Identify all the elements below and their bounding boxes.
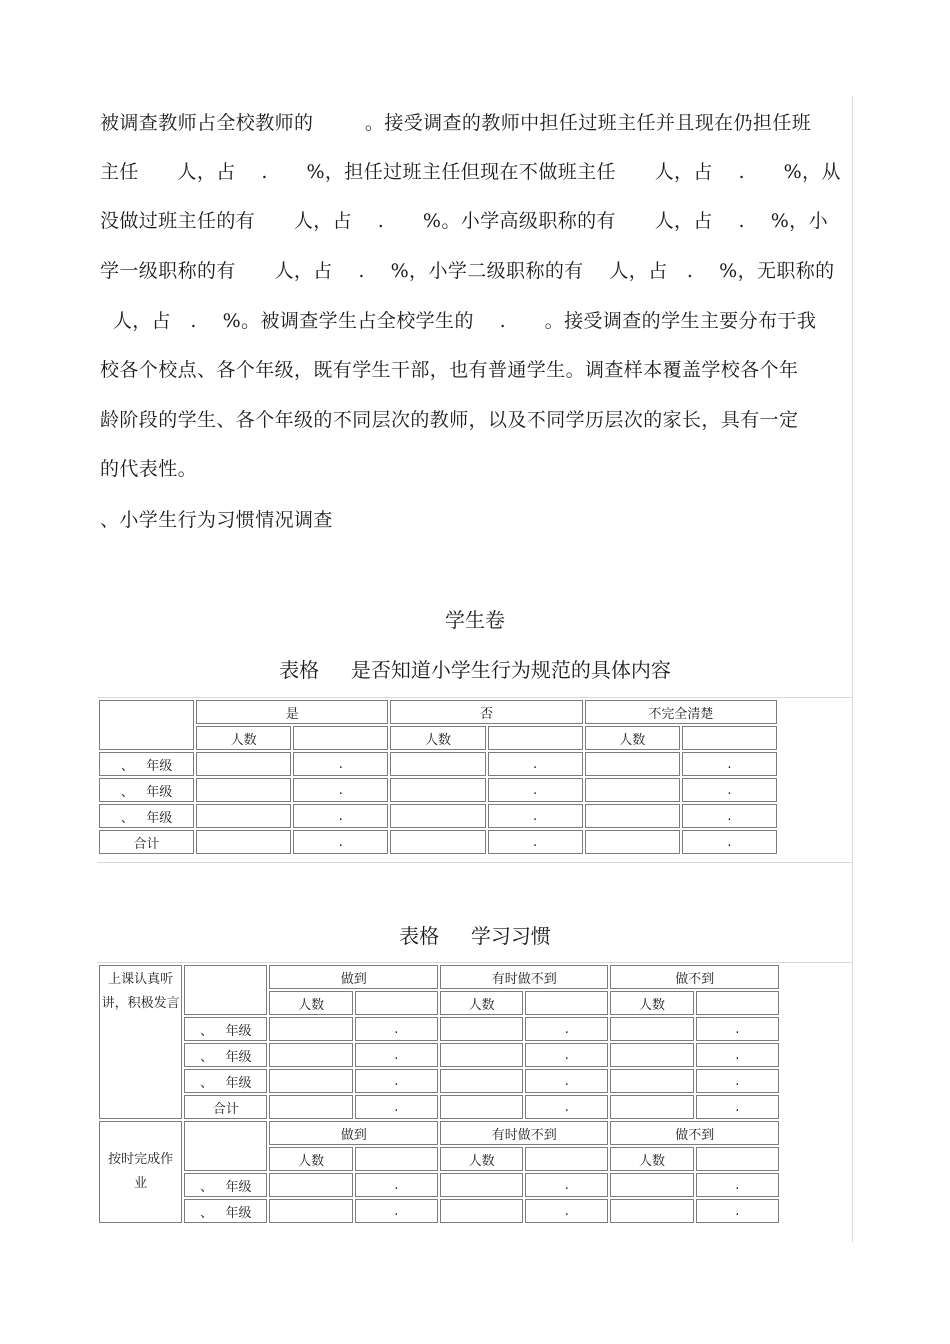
table2-subheader-empty [355,1147,438,1171]
table-cell [585,778,680,802]
paragraph-line-8: 的代表性。 [100,458,198,480]
table-cell: . [682,830,777,854]
table2-subheader: 人数 [440,991,523,1015]
table-cell [269,1173,352,1197]
table-row [99,1199,779,1223]
table-cell [610,1069,693,1093]
paragraph-line-7: 龄阶段的学生、各个年级的不同层次的教师，以及不同学历层次的家长，具有一定 [100,409,799,431]
table2-corner-cell [184,1121,267,1171]
table-cell [390,752,485,776]
table-cell: . [488,830,583,854]
table-cell: . [696,1069,779,1093]
table-row [99,1017,779,1041]
table-cell [269,1043,352,1067]
paragraph-line-3: 没做过班主任的有 人，占 . %。小学高级职称的有 人，占 . %，小 [100,210,828,232]
table-row [99,804,777,828]
table-row [99,830,777,854]
table-cell [196,778,291,802]
table-row [99,1173,779,1197]
table-cell: . [525,1095,608,1119]
table-row [99,1043,779,1067]
paragraph-line-4: 学一级职称的有 人，占 . %，小学二级职称的有 人，占 . %，无职称的 [100,260,835,282]
table1-row-label: 、 年级 [99,778,194,802]
table1-col-header: 是 [196,700,388,724]
table2-col-header: 做到 [269,965,437,989]
paragraph-line-2: 主任 人，占 . %，担任过班主任但现在不做班主任 人，占 . %，从 [100,161,841,183]
table2-subheader: 人数 [610,1147,693,1171]
table-cell: . [696,1043,779,1067]
table1-subheader: 人数 [585,726,680,750]
table2-subheader: 人数 [440,1147,523,1171]
table-cell: . [355,1069,438,1093]
table-cell: . [293,752,388,776]
table2-subheader-empty [355,991,438,1015]
table-cell: . [293,778,388,802]
table-cell: . [488,804,583,828]
table-cell [440,1095,523,1119]
table-cell [610,1017,693,1041]
table1-col-header: 否 [390,700,582,724]
survey-title: 学生卷 [445,608,505,632]
table-cell: . [355,1199,438,1223]
table-cell [585,830,680,854]
table-cell: . [525,1017,608,1041]
table1-row-label: 、 年级 [99,804,194,828]
table2-subheader: 人数 [269,991,352,1015]
table-cell [196,830,291,854]
table-cell: . [355,1043,438,1067]
table2-col-header: 做到 [269,1121,437,1145]
table2-row-label: 、 年级 [184,1043,267,1067]
table-cell [196,752,291,776]
table2-col-header: 有时做不到 [440,965,608,989]
table-cell: . [293,804,388,828]
table1-subheader-empty [682,726,777,750]
table1-subheader: 人数 [390,726,485,750]
table1-col-header: 不完全清楚 [585,700,777,724]
table-cell [610,1173,693,1197]
table1-bottom-rule [97,862,853,863]
table2 [97,963,781,1225]
table2-subheader: 人数 [610,991,693,1015]
table2-subheader-empty [696,991,779,1015]
table2-row-label: 、 年级 [184,1173,267,1197]
table-row [99,752,777,776]
table-cell: . [525,1043,608,1067]
table-cell: . [696,1173,779,1197]
table2-group-label: 按时完成作业 [99,1121,182,1223]
table-cell: . [696,1199,779,1223]
table-cell: . [355,1173,438,1197]
table2-total-label: 合计 [184,1095,267,1119]
table-cell: . [355,1095,438,1119]
table-cell: . [355,1017,438,1041]
table1-corner-cell [99,700,194,750]
table-cell [440,1043,523,1067]
table2-col-header: 有时做不到 [440,1121,608,1145]
section-heading: 、小学生行为习惯情况调查 [100,509,333,531]
paragraph-line-6: 校各个校点、各个年级，既有学生干部，也有普通学生。调查样本覆盖学校各个年 [100,359,799,381]
table2-row-label: 、 年级 [184,1069,267,1093]
table-cell [390,778,485,802]
table-cell [269,1095,352,1119]
table2-subheader-empty [696,1147,779,1171]
table-row [99,1069,779,1093]
table1-subheader-empty [488,726,583,750]
table-cell [610,1095,693,1119]
table-cell [610,1199,693,1223]
table2-col-header: 做不到 [610,1121,779,1145]
table1-subheader-empty [293,726,388,750]
table-cell: . [488,752,583,776]
table2-subheader: 人数 [269,1147,352,1171]
paragraph-line-1: 被调查教师占全校教师的 。接受调查的教师中担任过班主任并且现在仍担任班 [100,112,812,134]
table2-subheader-empty [525,1147,608,1171]
table1-row-label: 、 年级 [99,752,194,776]
table-cell [390,804,485,828]
table-cell: . [682,752,777,776]
table-cell: . [488,778,583,802]
table1-caption: 表格 是否知道小学生行为规范的具体内容 [279,658,671,682]
paragraph-line-5: 人，占 . %。被调查学生占全校学生的 . 。接受调查的学生主要分布于我 [100,310,817,332]
table-cell: . [696,1017,779,1041]
table-cell [440,1069,523,1093]
table2-row-label: 、 年级 [184,1199,267,1223]
table2-row-label: 、 年级 [184,1017,267,1041]
table-cell [196,804,291,828]
table-cell: . [682,804,777,828]
table2-corner-cell [184,965,267,1015]
table-cell [269,1017,352,1041]
table1-subheader: 人数 [196,726,291,750]
table2-subheader-empty [525,991,608,1015]
table-cell [440,1173,523,1197]
table1 [97,698,779,856]
table-cell [269,1069,352,1093]
table-cell [440,1199,523,1223]
table-cell [585,752,680,776]
table2-group-label: 上课认真听讲，积极发言 [99,965,182,1119]
table1-total-label: 合计 [99,830,194,854]
table-cell: . [525,1173,608,1197]
table-cell: . [696,1095,779,1119]
table-cell [269,1199,352,1223]
table-row [99,778,777,802]
table-cell [440,1017,523,1041]
table-row [99,1095,779,1119]
table-cell: . [293,830,388,854]
table-cell [390,830,485,854]
table2-caption: 表格 学习习惯 [399,924,551,948]
table-cell [585,804,680,828]
table-cell [610,1043,693,1067]
table-cell: . [525,1199,608,1223]
table-cell: . [682,778,777,802]
table2-col-header: 做不到 [610,965,779,989]
table-cell: . [525,1069,608,1093]
